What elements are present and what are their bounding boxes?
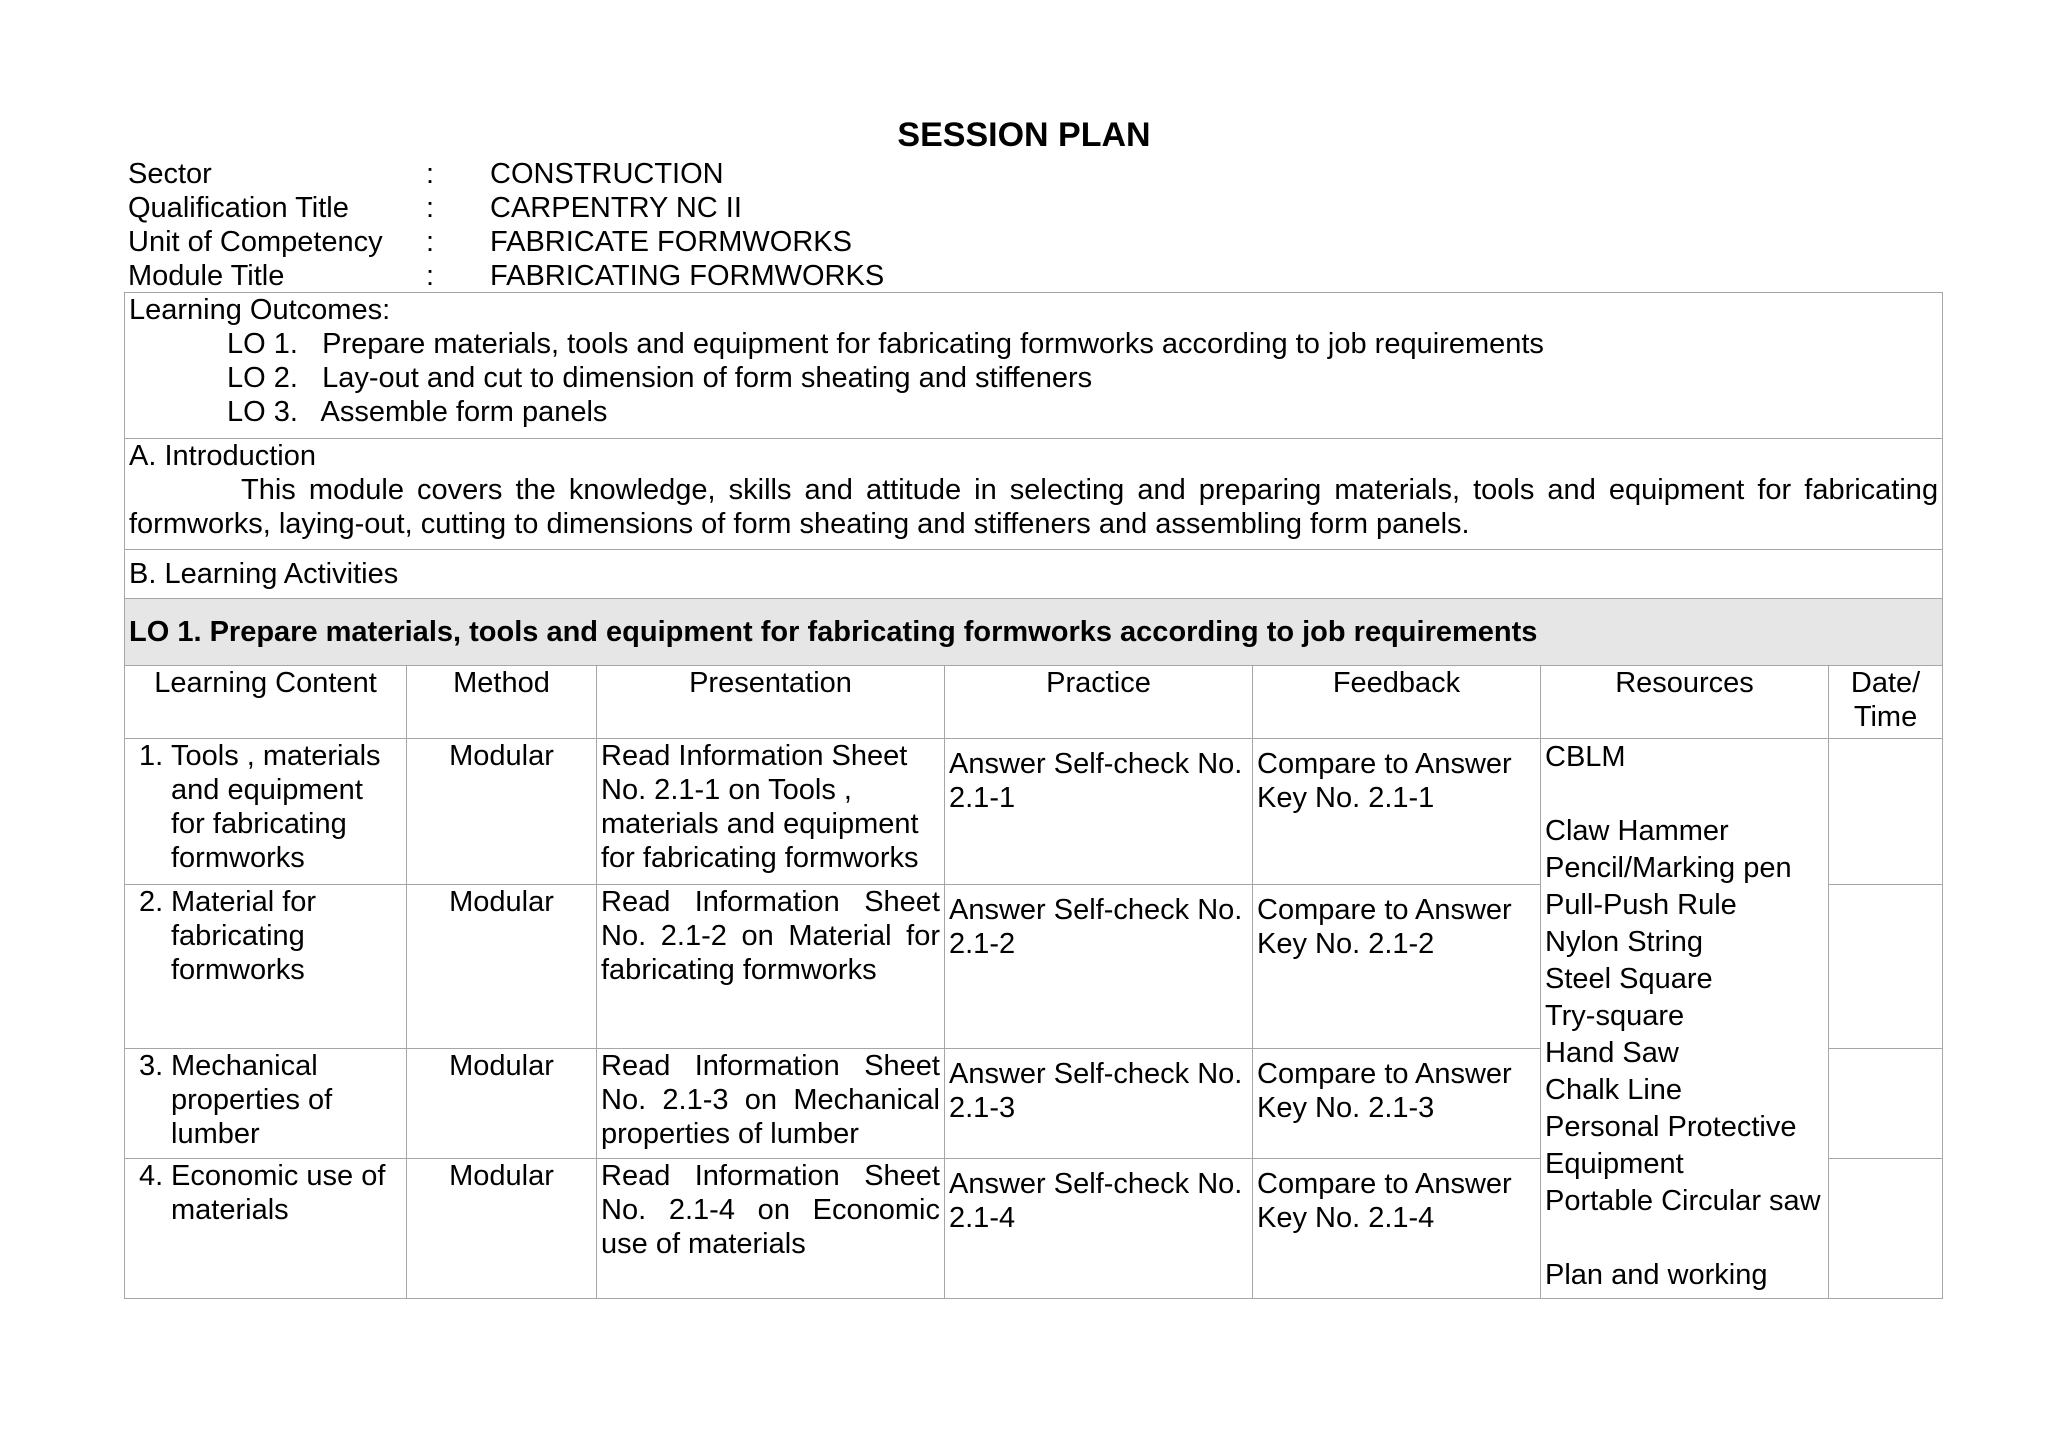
- date-time-cell: [1829, 1159, 1943, 1299]
- info-colon: :: [426, 260, 435, 292]
- column-header-content: Learning Content: [125, 666, 407, 739]
- lo-text: Assemble form panels: [320, 396, 608, 428]
- method-cell: Modular: [407, 1159, 597, 1299]
- lo-code: LO 3.: [227, 396, 298, 428]
- method-cell: Modular: [407, 739, 597, 885]
- lo-text: Lay-out and cut to dimension of form sheating and stiffeners: [322, 362, 1093, 394]
- column-header-resources: Resources: [1541, 666, 1829, 739]
- date-time-cell: [1829, 739, 1943, 885]
- resource-item: Portable Circular saw: [1545, 1185, 1821, 1217]
- lo-text: Prepare materials, tools and equipment for fabricating formworks according to job requirements: [322, 328, 1544, 360]
- page-title: SESSION PLAN: [897, 116, 1151, 154]
- resource-item: Plan and working: [1545, 1259, 1768, 1291]
- learning-outcomes-cell: [125, 293, 1943, 439]
- item-text: Mechanical properties of lumber: [171, 1050, 333, 1150]
- learning-outcomes-heading: Learning Outcomes:: [129, 294, 391, 326]
- info-label: Sector: [128, 158, 212, 190]
- info-colon: :: [426, 158, 435, 190]
- lo-item: [227, 395, 1938, 429]
- practice-cell: Answer Self-check No. 2.1-1: [945, 739, 1253, 885]
- info-value: FABRICATING FORMWORKS: [490, 260, 885, 292]
- resource-item: [1545, 776, 1824, 813]
- resource-item: Pull-Push Rule: [1545, 889, 1737, 921]
- column-header-presentation: Presentation: [597, 666, 945, 739]
- learning-activities-heading: B. Learning Activities: [125, 550, 1943, 599]
- date-time-cell: [1829, 885, 1943, 1049]
- introduction-cell: [125, 439, 1943, 550]
- resource-item: Pencil/Marking pen: [1545, 852, 1792, 884]
- column-header-row: [125, 666, 1943, 739]
- presentation-cell: Read Information Sheet No. 2.1-2 on Material for fabricating formworks: [597, 885, 945, 1049]
- resource-item: Personal Protective Equipment: [1545, 1111, 1797, 1180]
- item-number: 1.: [139, 740, 164, 772]
- item-text: Tools , materials and equipment for fabricating formworks: [171, 740, 381, 874]
- lo-item: [227, 361, 1938, 395]
- method-cell: Modular: [407, 1049, 597, 1159]
- learning-content-cell: [125, 1159, 407, 1299]
- lo-code: LO 2.: [227, 362, 298, 394]
- lo-code: LO 1.: [227, 328, 298, 360]
- resource-item: Steel Square: [1545, 963, 1713, 995]
- resources-cell: [1541, 739, 1829, 1299]
- date-time-cell: [1829, 1049, 1943, 1159]
- practice-cell: Answer Self-check No. 2.1-4: [945, 1159, 1253, 1299]
- presentation-cell: Read Information Sheet No. 2.1-1 on Tools , materials and equipment for fabricating formworks: [597, 739, 945, 885]
- column-header-date-time: Date/ Time: [1829, 666, 1943, 739]
- introduction-text: This module covers the knowledge, skills and attitude in selecting and preparing materials, tools and equipment for fabricating formworks, laying-out, cutting to dimensions of form sheating and stiffeners and assembling form panels.: [129, 474, 1939, 540]
- learning-outcomes-row: [125, 293, 1943, 439]
- item-text: Material for fabricating formworks: [171, 886, 317, 986]
- resource-item: Nylon String: [1545, 926, 1703, 958]
- item-text: Economic use of materials: [171, 1160, 386, 1226]
- introduction-row: [125, 439, 1943, 550]
- lo1-header-row: [125, 599, 1943, 666]
- practice-cell: Answer Self-check No. 2.1-2: [945, 885, 1253, 1049]
- lo-item: [227, 327, 1938, 361]
- resource-item: Claw Hammer: [1545, 815, 1729, 847]
- feedback-cell: Compare to Answer Key No. 2.1-3: [1253, 1049, 1541, 1159]
- resource-item: [1545, 1220, 1824, 1257]
- feedback-cell: Compare to Answer Key No. 2.1-1: [1253, 739, 1541, 885]
- learning-content-cell: [125, 739, 407, 885]
- introduction-heading: A. Introduction: [129, 440, 316, 472]
- learning-activities-row: [125, 550, 1943, 599]
- item-number: 3.: [139, 1050, 164, 1082]
- item-number: 2.: [139, 886, 164, 918]
- column-header-feedback: Feedback: [1253, 666, 1541, 739]
- feedback-cell: Compare to Answer Key No. 2.1-4: [1253, 1159, 1541, 1299]
- info-value: CONSTRUCTION: [490, 158, 724, 190]
- resource-item: Chalk Line: [1545, 1074, 1683, 1106]
- info-colon: :: [426, 226, 435, 258]
- learning-outcomes-list: [227, 327, 1938, 429]
- feedback-cell: Compare to Answer Key No. 2.1-2: [1253, 885, 1541, 1049]
- practice-cell: Answer Self-check No. 2.1-3: [945, 1049, 1253, 1159]
- resource-item: Try-square: [1545, 1000, 1685, 1032]
- column-header-method: Method: [407, 666, 597, 739]
- lo1-header: LO 1. Prepare materials, tools and equipment for fabricating formworks according to job requirements: [125, 599, 1943, 666]
- learning-content-cell: [125, 1049, 407, 1159]
- method-cell: Modular: [407, 885, 597, 1049]
- info-colon: :: [426, 192, 435, 224]
- column-header-practice: Practice: [945, 666, 1253, 739]
- info-label: Module Title: [128, 260, 285, 292]
- presentation-cell: Read Information Sheet No. 2.1-4 on Economic use of materials: [597, 1159, 945, 1299]
- item-number: 4.: [139, 1160, 164, 1192]
- resource-item: Hand Saw: [1545, 1037, 1679, 1069]
- presentation-cell: Read Information Sheet No. 2.1-3 on Mechanical properties of lumber: [597, 1049, 945, 1159]
- learning-content-cell: [125, 885, 407, 1049]
- info-label: Unit of Competency: [128, 226, 383, 258]
- info-value: FABRICATE FORMWORKS: [490, 226, 852, 258]
- info-value: CARPENTRY NC II: [490, 192, 742, 224]
- info-label: Qualification Title: [128, 192, 349, 224]
- resource-item: CBLM: [1545, 741, 1626, 773]
- table-row: [125, 739, 1943, 885]
- session-plan-table: [124, 292, 1943, 1299]
